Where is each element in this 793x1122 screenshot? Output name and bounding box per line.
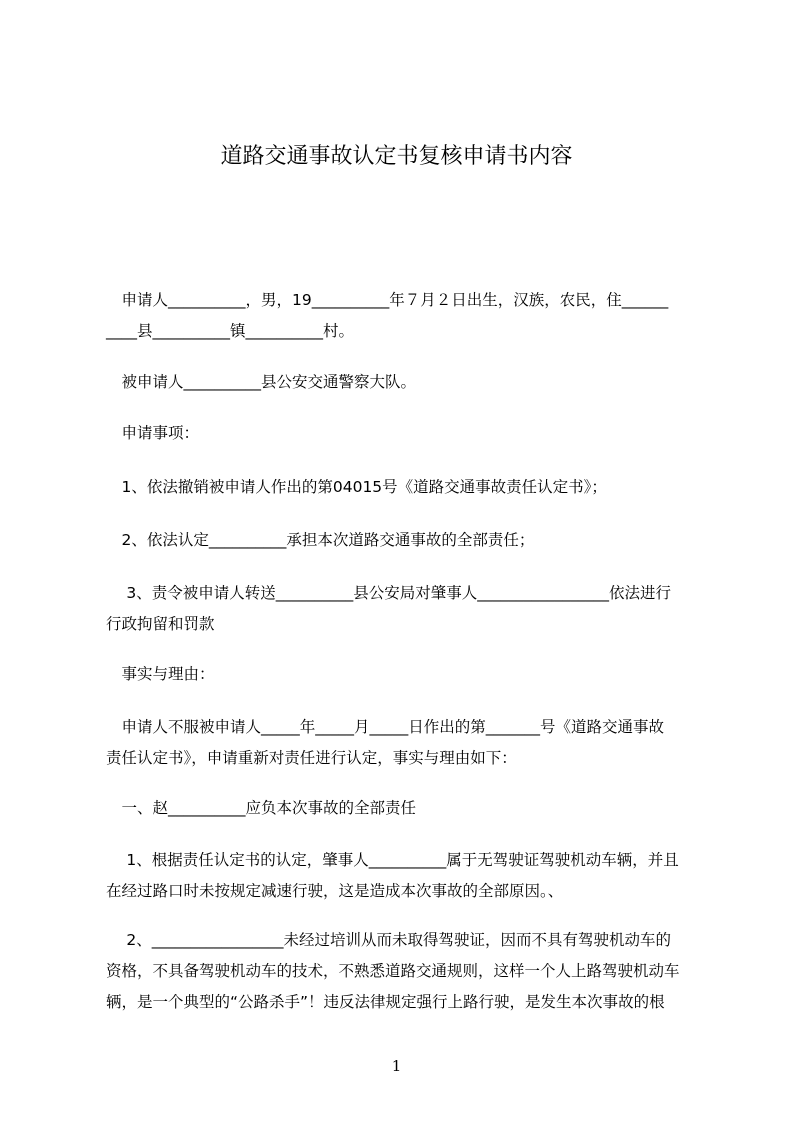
text-line: 1、依法撤销被申请人作出的第04015号《道路交通事故责任认定书》； [106,478,607,496]
paragraph-request-item-3 [106,578,704,640]
document-title: 道路交通事故认定书复核申请书内容 [220,144,573,169]
text-line: 申请人__________，男，19__________年７月２日出生，汉族，农民，住______ [106,291,669,309]
text-line: 2、_________________未经过培训从而未取得驾驶证，因而不具有驾驶机动车的 [106,931,672,949]
text-line: 申请事项： [106,424,200,442]
text-line: 行政拘留和罚款 [106,615,215,633]
text-line: 被申请人__________县公安交通警察大队。 [106,373,417,391]
paragraph-point-2 [106,925,704,1018]
paragraph-applicant [106,285,704,347]
text-line: 责任认定书》，申请重新对责任进行认定，事实与理由如下： [106,749,517,767]
text-line: 事实与理由： [106,665,215,683]
paragraph-respondent [106,367,704,398]
paragraph-point-1 [106,845,704,907]
text-line: 资格，不具备驾驶机动车的技术，不熟悉道路交通规则，这样一个人上路驾驶机动车 [106,962,680,980]
paragraph-facts-heading [106,659,704,690]
text-line: 辆，是一个典型的“公路杀手”！违反法律规定强行上路行驶，是发生本次事故的根 [106,993,665,1011]
text-line: 一、赵__________应负本次事故的全部责任 [106,799,417,817]
paragraph-facts-intro [106,712,704,774]
text-line: 2、依法认定__________承担本次道路交通事故的全部责任； [106,531,535,549]
text-line: 1、根据责任认定书的认定，肇事人__________属于无驾驶证驾驶机动车辆，并且 [106,851,679,869]
page-number: 1 [391,1057,402,1075]
paragraph-request-heading [106,418,704,449]
paragraph-request-item-1 [106,472,704,503]
paragraph-request-item-2 [106,525,704,556]
text-line: 3、责令被申请人转送__________县公安局对肇事人_________________依法进行 [106,584,672,602]
text-line: 在经过路口时未按规定减速行驶，这是造成本次事故的全部原因。、 [106,882,564,900]
text-line: 申请人不服被申请人_____年_____月_____日作出的第_______号《道路交通事故 [106,718,665,736]
text-line: ____县__________镇__________村。 [106,322,355,340]
paragraph-section-one [106,793,704,824]
